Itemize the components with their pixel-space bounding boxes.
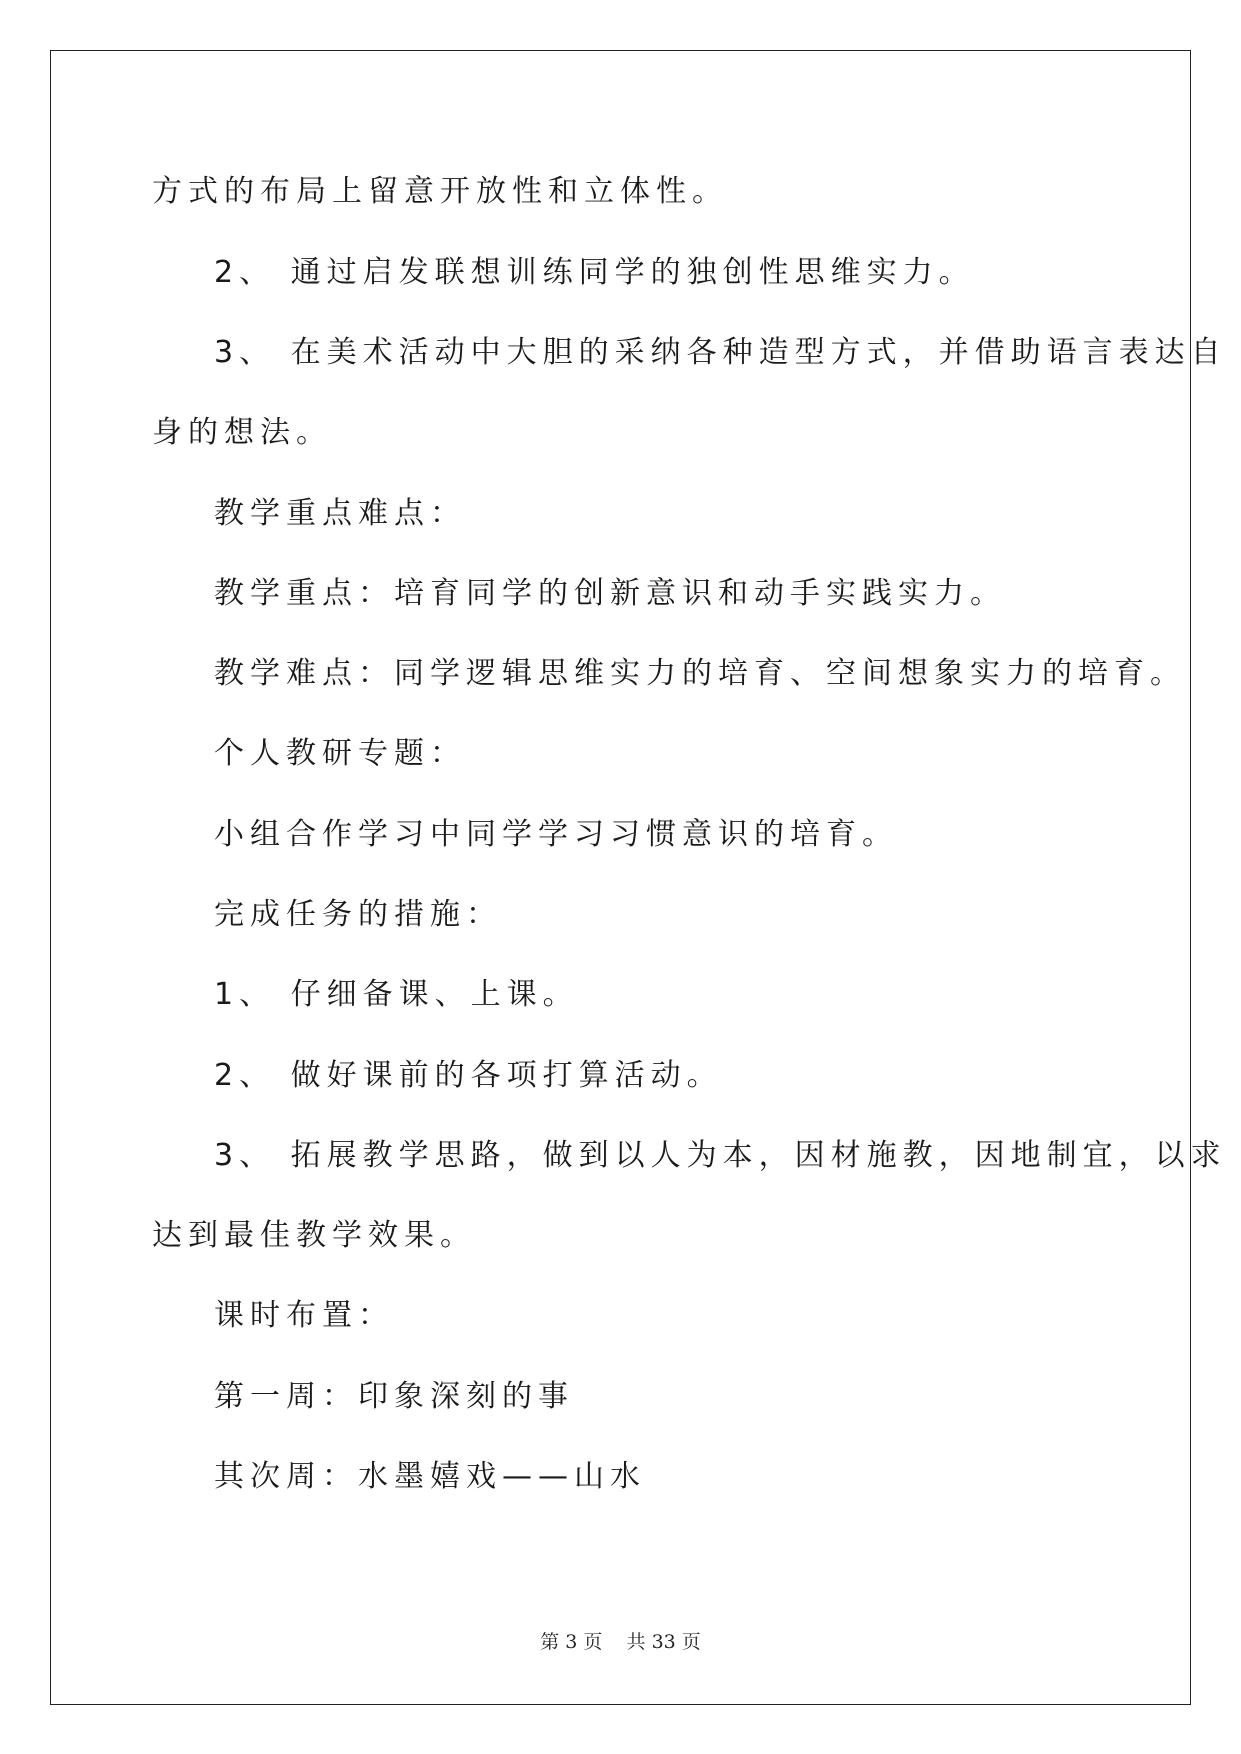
body-line: 小组合作学习中同学学习习惯意识的培育。: [214, 817, 898, 852]
list-item: 2、 做好课前的各项打算活动。: [214, 1058, 723, 1093]
page-footer: [0, 1630, 1241, 1654]
list-item: 1、 仔细备课、上课。: [214, 977, 579, 1012]
body-line: 达到最佳教学效果。: [152, 1218, 476, 1253]
page-number: 第 3 页: [540, 1631, 603, 1653]
section-heading: 课时布置：: [214, 1298, 394, 1333]
body-line: 身的想法。: [152, 415, 332, 450]
body-line: 方式的布局上留意开放性和立体性。: [152, 174, 728, 209]
body-line: 教学重点：培育同学的创新意识和动手实践实力。: [214, 576, 1006, 611]
list-item: 2、 通过启发联想训练同学的独创性思维实力。: [214, 255, 975, 290]
section-heading: 教学重点难点：: [214, 496, 466, 531]
schedule-item: 第一周：印象深刻的事: [214, 1379, 574, 1414]
body-line: 教学难点：同学逻辑思维实力的培育、空间想象实力的培育。: [214, 656, 1186, 691]
section-heading: 完成任务的措施：: [214, 897, 502, 932]
section-heading: 个人教研专题：: [214, 736, 466, 771]
list-item: 3、 在美术活动中大胆的采纳各种造型方式，并借助语言表达自: [214, 335, 1227, 370]
list-item: 3、 拓展教学思路，做到以人为本，因材施教，因地制宜，以求: [214, 1138, 1227, 1173]
schedule-item: 其次周：水墨嬉戏——山水: [214, 1459, 646, 1494]
page-total: 共 33 页: [626, 1631, 701, 1653]
